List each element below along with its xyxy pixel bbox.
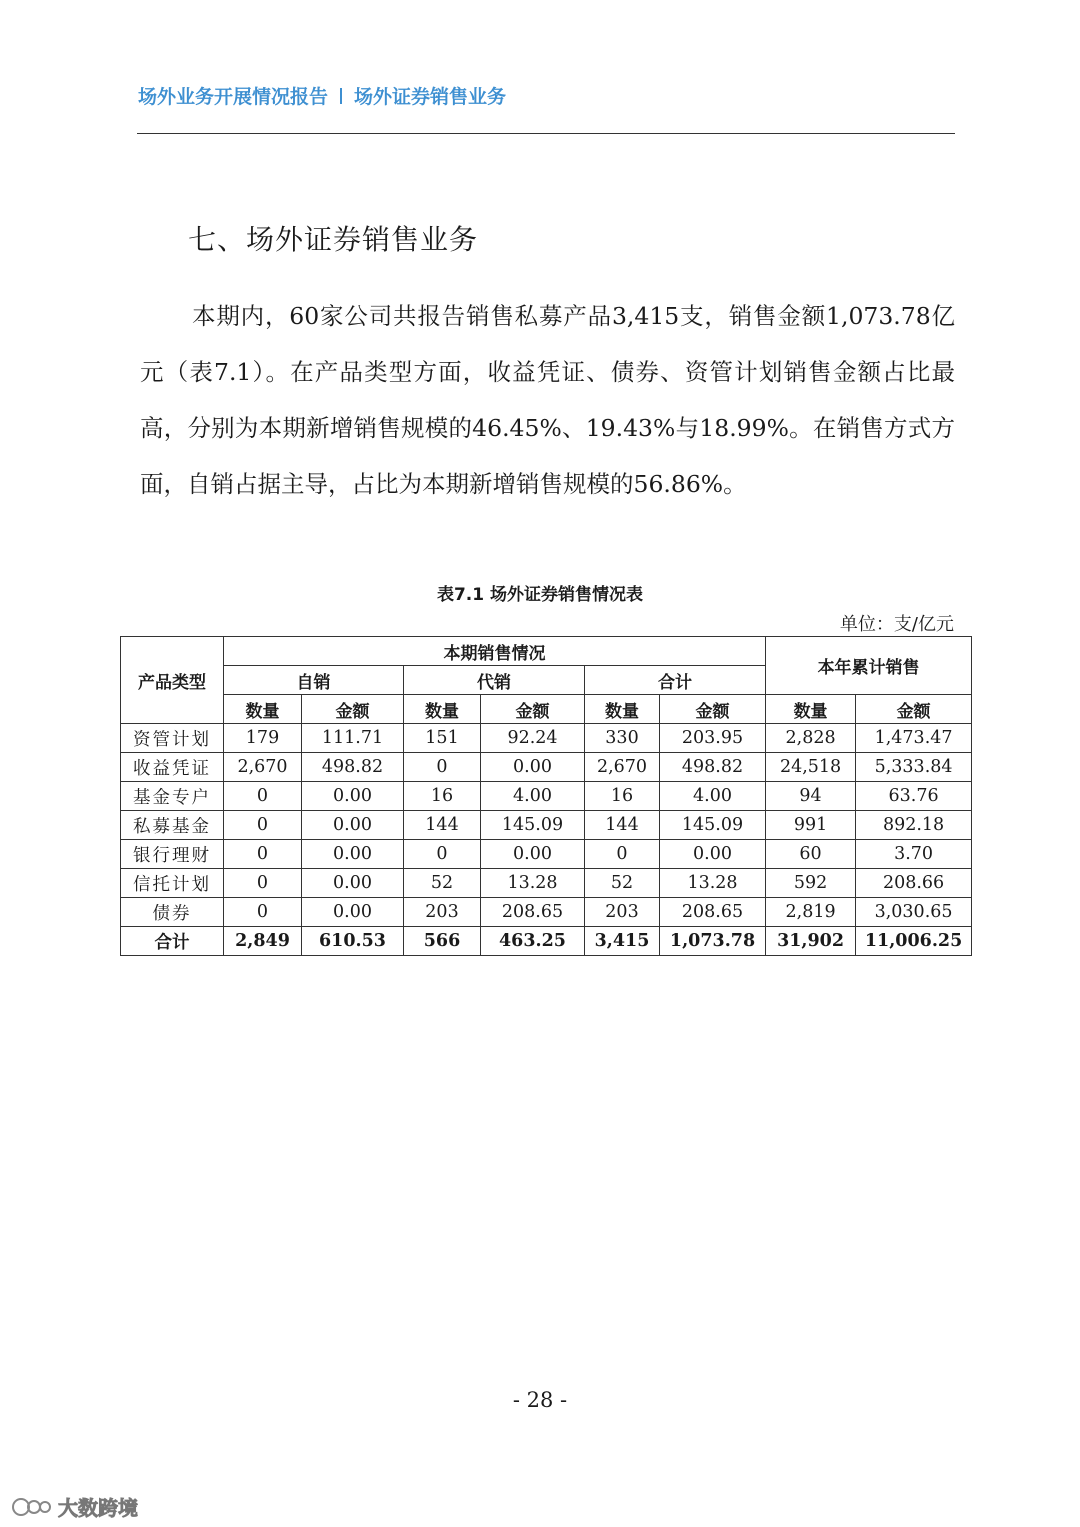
- cell-self-qty: 179: [224, 724, 302, 753]
- row-product-type: 基金专户: [121, 782, 224, 811]
- cell-agency-amt: 0.00: [481, 840, 585, 869]
- header-agency-sales: 代销: [404, 666, 585, 695]
- header-subtotal: 合计: [585, 666, 766, 695]
- header-separator: [340, 88, 342, 104]
- cell-total-qty: 144: [585, 811, 660, 840]
- cell-ytd-qty: 592: [766, 869, 856, 898]
- cell-agency-qty: 0: [404, 753, 481, 782]
- header-section-title: 场外证券销售业务: [354, 86, 507, 108]
- page-number: - 28 -: [512, 1388, 568, 1412]
- cell-total-amt: 13.28: [660, 869, 766, 898]
- cell-total-amt: 4.00: [660, 782, 766, 811]
- cell-ytd-amt: 3,030.65: [856, 898, 972, 927]
- row-product-type: 收益凭证: [121, 753, 224, 782]
- header-report-title: 场外业务开展情况报告: [138, 86, 329, 108]
- header-quantity: 数量: [766, 695, 856, 724]
- watermark-logo-icon: [12, 1495, 52, 1519]
- row-product-type: 私募基金: [121, 811, 224, 840]
- cell-self-amt: 610.53: [302, 927, 404, 956]
- cell-total-amt: 145.09: [660, 811, 766, 840]
- cell-total-qty: 52: [585, 869, 660, 898]
- header-amount: 金额: [856, 695, 972, 724]
- cell-agency-amt: 13.28: [481, 869, 585, 898]
- header-ytd: 本年累计销售: [766, 637, 972, 695]
- cell-self-amt: 0.00: [302, 840, 404, 869]
- sales-table: [120, 636, 972, 956]
- header-quantity: 数量: [404, 695, 481, 724]
- cell-agency-qty: 52: [404, 869, 481, 898]
- table-unit: 单位：支/亿元: [839, 614, 954, 635]
- cell-self-qty: 0: [224, 811, 302, 840]
- cell-self-amt: 111.71: [302, 724, 404, 753]
- table-total-row: [121, 927, 972, 956]
- cell-total-amt: 0.00: [660, 840, 766, 869]
- cell-ytd-qty: 991: [766, 811, 856, 840]
- cell-self-amt: 0.00: [302, 869, 404, 898]
- cell-agency-qty: 151: [404, 724, 481, 753]
- cell-self-qty: 2,849: [224, 927, 302, 956]
- cell-self-qty: 0: [224, 840, 302, 869]
- table-caption: 表7.1 场外证券销售情况表: [436, 585, 644, 605]
- cell-agency-amt: 145.09: [481, 811, 585, 840]
- header-product-type: 产品类型: [121, 637, 224, 724]
- cell-agency-amt: 92.24: [481, 724, 585, 753]
- cell-ytd-amt: 11,006.25: [856, 927, 972, 956]
- cell-total-qty: 3,415: [585, 927, 660, 956]
- row-product-type: 信托计划: [121, 869, 224, 898]
- table-row: [121, 811, 972, 840]
- running-header: [138, 82, 506, 112]
- row-product-type: 资管计划: [121, 724, 224, 753]
- cell-ytd-amt: 5,333.84: [856, 753, 972, 782]
- cell-agency-amt: 463.25: [481, 927, 585, 956]
- cell-self-qty: 0: [224, 869, 302, 898]
- cell-ytd-qty: 60: [766, 840, 856, 869]
- cell-total-amt: 1,073.78: [660, 927, 766, 956]
- cell-self-amt: 0.00: [302, 782, 404, 811]
- cell-agency-qty: 0: [404, 840, 481, 869]
- table-row: [121, 869, 972, 898]
- table-row: [121, 724, 972, 753]
- cell-agency-amt: 4.00: [481, 782, 585, 811]
- cell-self-amt: 0.00: [302, 898, 404, 927]
- watermark: [12, 1492, 138, 1521]
- table-row: [121, 898, 972, 927]
- cell-total-qty: 203: [585, 898, 660, 927]
- cell-total-qty: 330: [585, 724, 660, 753]
- header-amount: 金额: [660, 695, 766, 724]
- cell-ytd-qty: 2,828: [766, 724, 856, 753]
- cell-ytd-qty: 24,518: [766, 753, 856, 782]
- cell-agency-qty: 203: [404, 898, 481, 927]
- cell-self-qty: 0: [224, 898, 302, 927]
- cell-total-qty: 2,670: [585, 753, 660, 782]
- cell-ytd-qty: 94: [766, 782, 856, 811]
- cell-agency-amt: 208.65: [481, 898, 585, 927]
- cell-self-amt: 0.00: [302, 811, 404, 840]
- cell-agency-qty: 566: [404, 927, 481, 956]
- header-amount: 金额: [302, 695, 404, 724]
- cell-agency-qty: 16: [404, 782, 481, 811]
- table-row: [121, 840, 972, 869]
- body-paragraph: 本期内，60家公司共报告销售私募产品3,415支，销售金额1,073.78亿元（表7.1）。在产品类型方面，收益凭证、债券、资管计划销售金额占比最高，分别为本期新增销售规模的46.45%、19.43%与18.99%。在销售方式方面，自销占据主导，占比为本期新增销售规模的56.86%。: [140, 302, 955, 498]
- cell-total-qty: 16: [585, 782, 660, 811]
- watermark-text: 大数跨境: [58, 1496, 138, 1520]
- cell-agency-amt: 0.00: [481, 753, 585, 782]
- header-amount: 金额: [481, 695, 585, 724]
- header-divider: [137, 133, 955, 134]
- row-product-type: 债券: [121, 898, 224, 927]
- cell-total-amt: 498.82: [660, 753, 766, 782]
- header-self-sales: 自销: [224, 666, 404, 695]
- header-quantity: 数量: [224, 695, 302, 724]
- cell-total-amt: 203.95: [660, 724, 766, 753]
- cell-self-amt: 498.82: [302, 753, 404, 782]
- cell-ytd-amt: 3.70: [856, 840, 972, 869]
- section-heading: 七、场外证券销售业务: [188, 223, 479, 256]
- cell-ytd-amt: 892.18: [856, 811, 972, 840]
- cell-ytd-qty: 2,819: [766, 898, 856, 927]
- header-quantity: 数量: [585, 695, 660, 724]
- cell-self-qty: 2,670: [224, 753, 302, 782]
- cell-ytd-amt: 1,473.47: [856, 724, 972, 753]
- cell-ytd-amt: 208.66: [856, 869, 972, 898]
- cell-ytd-qty: 31,902: [766, 927, 856, 956]
- table-row: [121, 782, 972, 811]
- cell-agency-qty: 144: [404, 811, 481, 840]
- cell-total-qty: 0: [585, 840, 660, 869]
- cell-self-qty: 0: [224, 782, 302, 811]
- cell-ytd-amt: 63.76: [856, 782, 972, 811]
- table-row: [121, 753, 972, 782]
- row-product-type: 银行理财: [121, 840, 224, 869]
- header-current-period: 本期销售情况: [224, 637, 766, 666]
- row-product-type: 合计: [121, 927, 224, 956]
- cell-total-amt: 208.65: [660, 898, 766, 927]
